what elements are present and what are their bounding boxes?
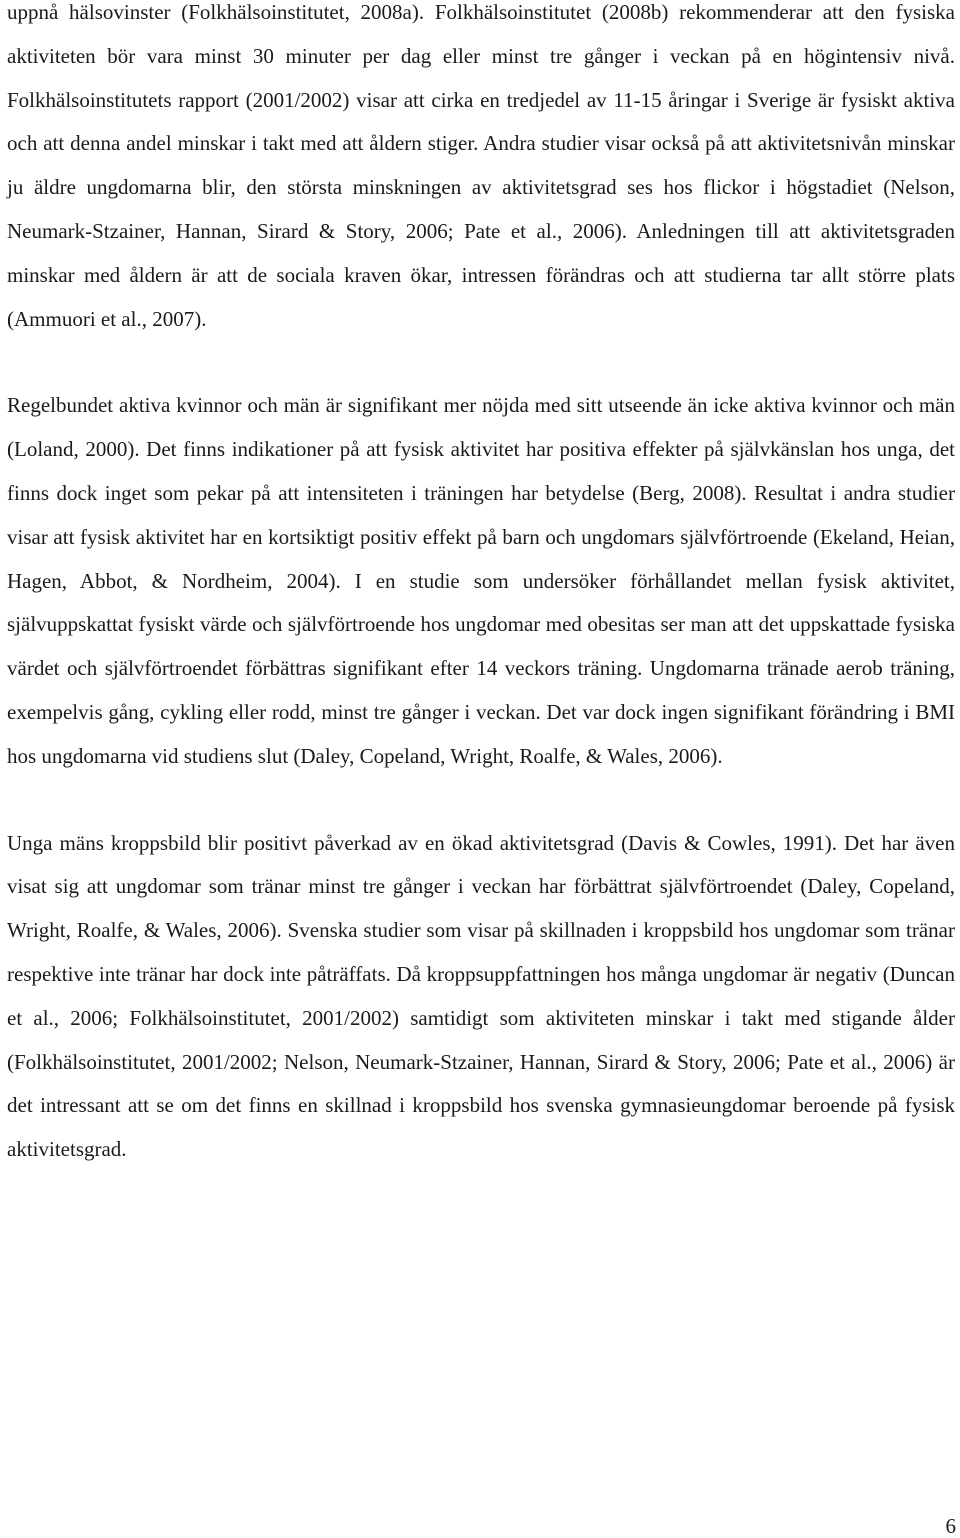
body-paragraph: Regelbundet aktiva kvinnor och män är signifikant mer nöjda med sitt utseende än icke aktiva kvinnor och män (Loland, 2000). Det finns indikationer på att fysisk aktivitet har positiva effekter på självkänslan hos unga, det finns dock inget som pekar på att intensiteten i träningen har betydelse (Berg, 2008). Resultat i andra studier visar att fysisk aktivitet har en kortsiktigt positiv effekt på barn och ungdomars självförtroende (Ekeland, Heian, Hagen, Abbot, & Nordheim, 2004). I en studie som undersöker förhållandet mellan fysisk aktivitet, självuppskattat fysiskt värde och självförtroende hos ungdomar med obesitas ser man att det uppskattade fysiska värdet och självförtroendet förbättras signifikant efter 14 veckors träning. Ungdomarna tränade aerob träning, exempelvis gång, cykling eller rodd, minst tre gånger i veckan. Det var dock ingen signifikant förändring i BMI hos ungdomarna vid studiens slut (Daley, Copeland, Wright, Roalfe, & Wales, 2006).	[7, 393, 955, 768]
document-page	[7, 0, 955, 1172]
body-paragraph: Unga mäns kroppsbild blir positivt påverkad av en ökad aktivitetsgrad (Davis & Cowles, 1991). Det har även visat sig att ungdomar som tränar minst tre gånger i veckan har förbättrat självförtroendet (Daley, Copeland, Wright, Roalfe, & Wales, 2006). Svenska studier som visar på skillnaden i kroppsbild hos ungdomar som tränar respektive inte tränar har dock inte påträffats. Då kroppsuppfattningen hos många ungdomar är negativ (Duncan et al., 2006; Folkhälsoinstitutet, 2001/2002) samtidigt som aktiviteten minskar i takt med stigande ålder (Folkhälsoinstitutet, 2001/2002; Nelson, Neumark-Stzainer, Hannan, Sirard & Story, 2006; Pate et al., 2006) är det intressant att se om det finns en skillnad i kroppsbild hos svenska gymnasieungdomar beroende på fysisk aktivitetsgrad.	[7, 830, 955, 1162]
page-number: 6	[945, 1514, 956, 1538]
body-paragraph: uppnå hälsovinster (Folkhälsoinstitutet, 2008a). Folkhälsoinstitutet (2008b) rekommenderar att den fysiska aktiviteten bör vara minst 30 minuter per dag eller minst tre gånger i veckan på en högintensiv nivå. Folkhälsoinstitutets rapport (2001/2002) visar att cirka en tredjedel av 11-15 åringar i Sverige är fysiskt aktiva och att denna andel minskar i takt med att åldern stiger. Andra studier visar också på att aktivitetsnivån minskar ju äldre ungdomarna blir, den största minskningen av aktivitetsgrad ses hos flickor i högstadiet (Nelson, Neumark-Stzainer, Hannan, Sirard & Story, 2006; Pate et al., 2006). Anledningen till att aktivitetsgraden minskar med åldern är att de sociala kraven ökar, intressen förändras och att studierna tar allt större plats (Ammuori et al., 2007).	[7, 0, 955, 331]
